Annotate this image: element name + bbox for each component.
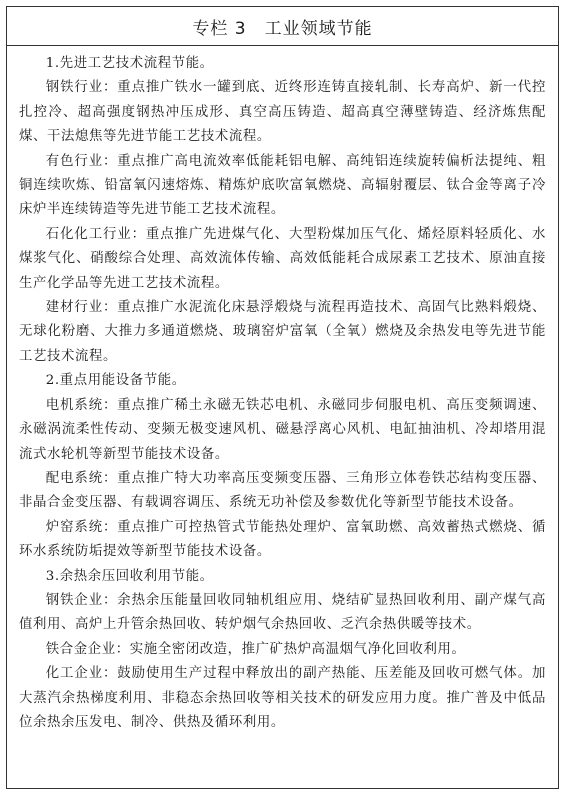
paragraph-motor-system: 电机系统：重点推广稀土永磁无铁芯电机、永磁同步伺服电机、高压变频调速、永磁涡流柔性传动、变频无极变速风机、磁悬浮离心风机、电缸抽油机、冷却塔用混流式水轮机等新型节能技术设备。: [19, 397, 546, 462]
paragraph-chemical-enterprise: 化工企业：鼓励使用生产过程中释放出的副产热能、压差能及回收可燃气体。加大蒸汽余热梯度利用、非稳态余热回收等相关技术的研发应用力度。推广普及中低品位余热余压发电、制冷、供热及循环利用。: [19, 666, 546, 730]
paragraph-building-materials: 建材行业：重点推广水泥流化床悬浮煅烧与流程再造技术、高固气比熟料煅烧、无球化粉磨、大推力多通道燃烧、玻璃窑炉富氧（全氧）燃烧及余热发电等先进节能工艺技术流程。: [19, 300, 546, 364]
paragraph-petrochemical: 石化化工行业：重点推广先进煤气化、大型粉煤加压气化、烯烃原料轻质化、水煤浆气化、硝酸综合处理、高效流体传输、高效低能耗合成尿素工艺技术、原油直接生产化学品等先进工艺技术流程。: [19, 226, 546, 291]
section-heading-1: 1.先进工艺技术流程节能。: [45, 56, 214, 71]
paragraph-ferroalloy-enterprise: 铁合金企业：实施全密闭改造，推广矿热炉高温烟气净化回收利用。: [45, 641, 466, 657]
section-heading-2: 2.重点用能设备节能。: [45, 373, 186, 389]
column-title: 专栏 3 工业领域节能: [7, 7, 558, 46]
section-heading-3: 3.余热余压回收利用节能。: [45, 568, 214, 584]
paragraph-steel-enterprise: 钢铁企业：余热余压能量回收同轴机组应用、烧结矿显热回收利用、副产煤气高值利用、高炉上升管余热回收、转炉烟气余热回收、乏汽余热供暖等技术。: [19, 592, 546, 633]
column-box: [6, 6, 559, 789]
paragraph-distribution-system: 配电系统：重点推广特大功率高压变频变压器、三角形立体卷铁芯结构变压器、非晶合金变压器、有载调容调压、系统无功补偿及参数优化等新型节能技术设备。: [19, 470, 546, 511]
paragraph-steel: 钢铁行业：重点推广铁水一罐到底、近终形连铸直接轧制、长寿高炉、新一代控扎控冷、超高强度钢热冲压成形、真空高压铸造、超高真空薄壁铸造、经济炼焦配煤、干法熄焦等先进节能工艺技术流程。: [19, 80, 546, 145]
paragraph-nonferrous: 有色行业：重点推广高电流效率低能耗铝电解、高纯铝连续旋转偏析法提纯、粗铜连续吹炼、铅富氧闪速熔炼、精炼炉底吹富氧燃烧、高辐射覆层、钛合金等离子冷床炉半连续铸造等先进节能工艺技术流程。: [19, 153, 546, 218]
paragraph-kiln-system: 炉窑系统：重点推广可控热管式节能热处理炉、富氧助燃、高效蓄热式燃烧、循环水系统防垢提效等新型节能技术设备。: [19, 519, 546, 560]
column-content: [7, 46, 558, 735]
